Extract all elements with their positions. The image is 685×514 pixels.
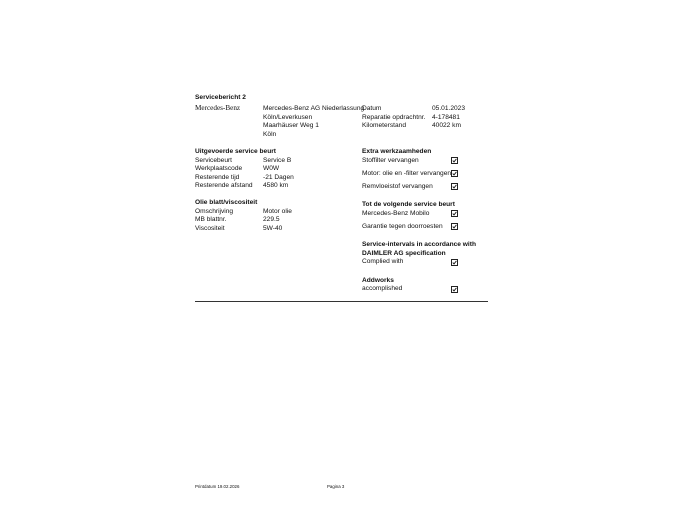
checkbox[interactable] xyxy=(451,157,458,164)
checkbox[interactable] xyxy=(451,286,458,293)
service-row-value: W0W xyxy=(263,165,280,172)
extra-item-label: Motor: olie en -filter vervangen xyxy=(362,169,452,177)
service-row-value: Service B xyxy=(263,156,292,164)
service-row-value: 4580 km xyxy=(263,182,289,189)
extra-item-label: Stoffilter vervangen xyxy=(362,156,419,164)
intervals-heading-line2: DAIMLER AG specification xyxy=(362,249,446,257)
dealer-city: Köln xyxy=(263,130,277,138)
addworks-heading: Addworks xyxy=(362,276,394,284)
service-heading: Uitgevoerde service beurt xyxy=(195,148,276,155)
oil-row-label: Viscositeit xyxy=(195,224,225,232)
checkmark-icon xyxy=(452,287,457,292)
checkmark-icon xyxy=(452,158,457,163)
meta-date-label: Datum xyxy=(362,105,382,112)
next-service-item-label: Mercedes-Benz Mobilo xyxy=(362,209,430,217)
addworks-item-label: accomplished xyxy=(362,285,403,292)
next-service-heading: Tot de volgende service beurt xyxy=(362,201,455,208)
intervals-heading: Service-intervals in accordance with xyxy=(362,241,476,248)
meta-date-value: 05.01.2023 xyxy=(432,105,466,112)
oil-heading: Olie blatt/viscositeit xyxy=(195,199,258,206)
oil-row-label: Omschrijving xyxy=(195,207,234,215)
meta-order-value: 4-178481 xyxy=(432,113,460,121)
checkmark-icon xyxy=(452,171,457,176)
checkmark-icon xyxy=(452,224,457,229)
service-row-label: Resterende tijd xyxy=(195,173,240,181)
extra-item-label: Remvloeistof vervangen xyxy=(362,182,433,190)
oil-row-value: Motor olie xyxy=(263,207,292,215)
checkbox[interactable] xyxy=(451,170,458,177)
meta-order-label: Reparatie opdrachtnr. xyxy=(362,113,426,121)
dealer-street: Maarhäuser Weg 1 xyxy=(263,122,319,129)
checkbox[interactable] xyxy=(451,210,458,217)
dealer-region: Köln/Leverkusen xyxy=(263,113,313,121)
checkbox[interactable] xyxy=(451,223,458,230)
service-row-label: Resterende afstand xyxy=(195,182,253,189)
service-row-value: -21 Dagen xyxy=(263,173,294,181)
intervals-item-label: Complied with xyxy=(362,258,404,265)
service-row-label: Werkplaatscode xyxy=(195,165,243,172)
checkmark-icon xyxy=(452,260,457,265)
print-date: Printdatum 19.02.2026 xyxy=(195,484,240,489)
checkbox[interactable] xyxy=(451,259,458,266)
extra-heading: Extra werkzaamheden xyxy=(362,148,432,155)
checkmark-icon xyxy=(452,184,457,189)
next-service-item-label: Garantie tegen doorroesten xyxy=(362,222,443,230)
oil-row-value: 229.5 xyxy=(263,216,280,223)
dealer-name: Mercedes-Benz AG Niederlassung xyxy=(263,105,365,112)
checkmark-icon xyxy=(452,211,457,216)
page-number: Pagina 3 xyxy=(327,484,345,489)
section-divider xyxy=(195,301,488,302)
meta-mileage-label: Kilometerstand xyxy=(362,122,406,129)
service-row-label: Servicebeurt xyxy=(195,156,233,164)
checkbox[interactable] xyxy=(451,183,458,190)
oil-row-label: MB blattnr. xyxy=(195,216,227,223)
oil-row-value: 5W-40 xyxy=(263,224,283,232)
meta-mileage-value: 40022 km xyxy=(432,122,461,129)
brand-logo-text: Mercedes-Benz xyxy=(195,104,241,112)
page-title: Servicebericht 2 xyxy=(195,94,246,101)
